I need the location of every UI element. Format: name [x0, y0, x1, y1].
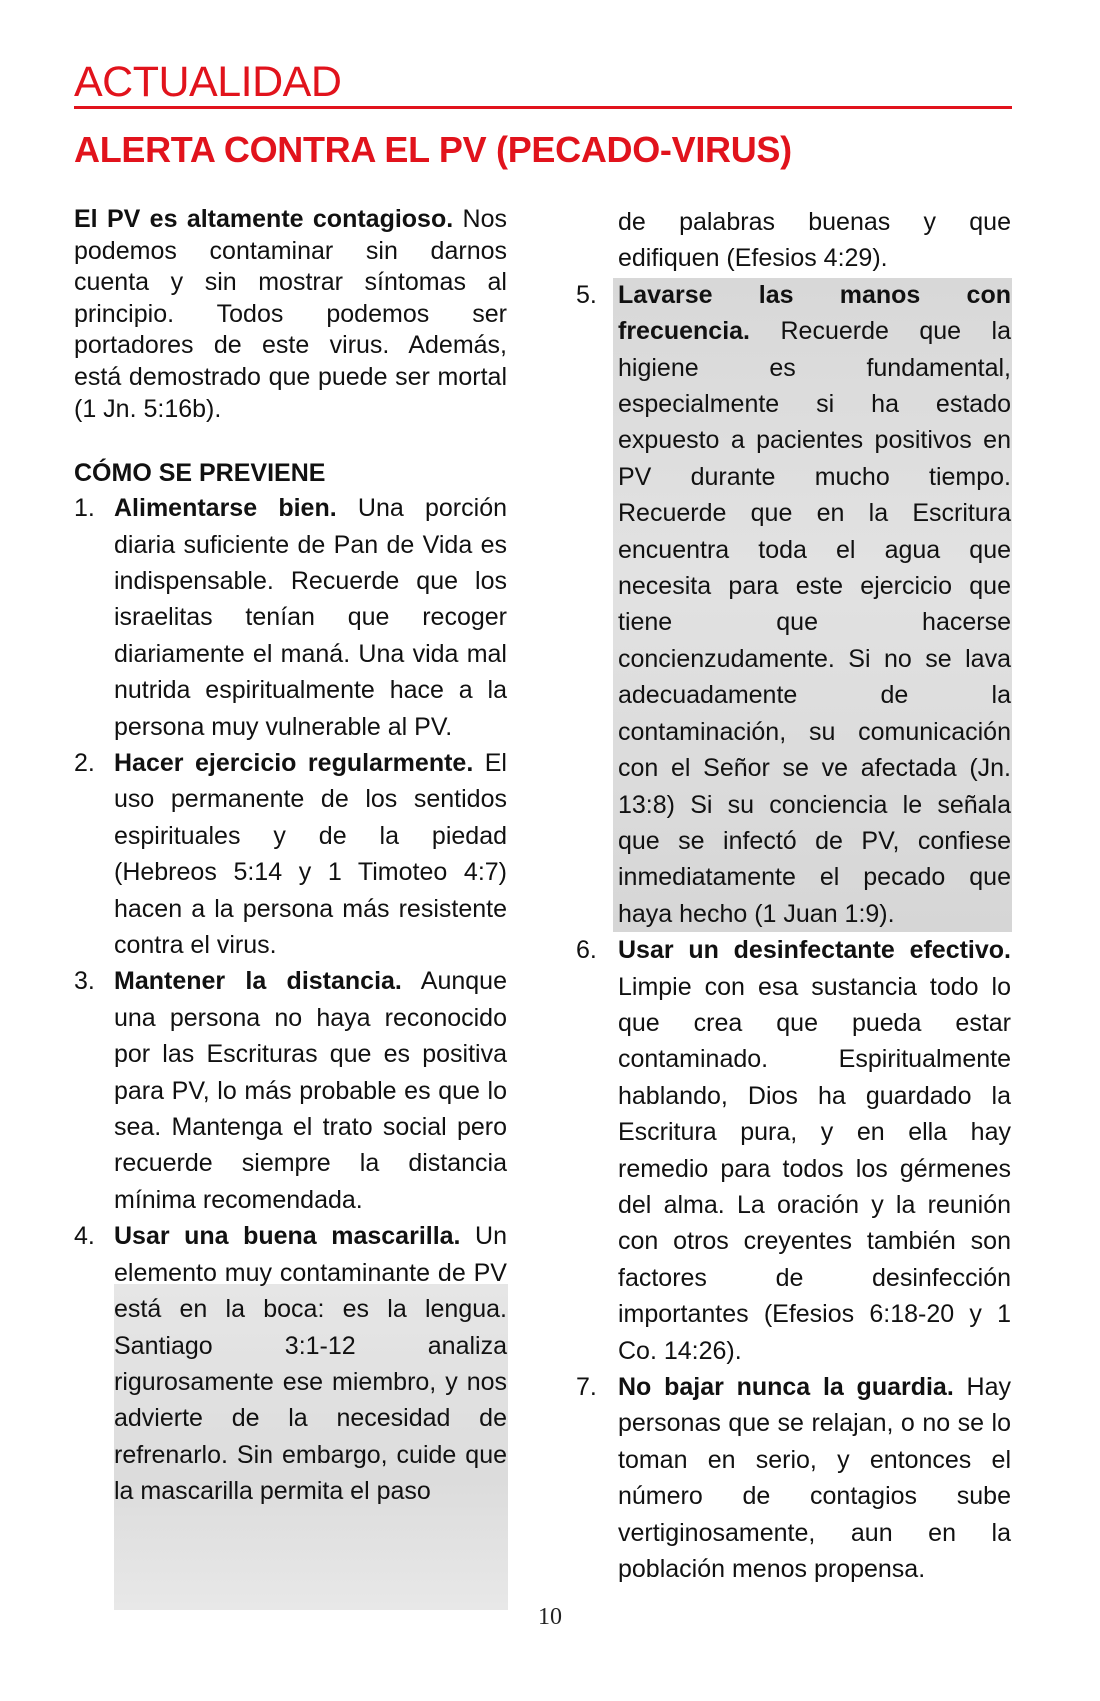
list-item-number: 3.	[74, 967, 95, 996]
left-column	[74, 204, 507, 1510]
right-column	[576, 204, 1011, 1587]
list-item-heading: Mantener la distancia.	[114, 967, 402, 996]
list-item-text: Hay personas que se relajan, o no se lo toman en serio, y entonces el número de contagios sube vertiginosamente, aun en la población menos propensa.	[618, 1373, 1012, 1584]
list-item	[74, 490, 507, 745]
list-item-text: Recuerde que la higiene es fundamental, especialmente si ha estado expuesto a pacientes positivos en PV durante mucho tiempo. Recuerde que en la Escritura encuentra toda el agua que necesita para este ejercicio que tiene que hacerse concienzudamente. Si no se lava adecuadamente de la contaminación, su comunicación con el Señor se ve afectada (Jn. 13:8) Si su conciencia le señala que se infectó de PV, confiese inmediatamente el pecado que haya hecho (1 Juan 1:9).	[618, 317, 1011, 928]
continuation-text: de palabras buenas y que edifiquen (Efesios 4:29).	[618, 208, 1011, 273]
list-item	[74, 1218, 507, 1509]
list-item-heading: Usar un desinfectante efectivo.	[618, 936, 1011, 965]
list-item-number: 7.	[576, 1373, 597, 1401]
page-number: 10	[538, 1604, 562, 1630]
list-item	[576, 932, 1011, 1369]
list-item-heading: No bajar nunca la guardia.	[618, 1373, 954, 1401]
list-item-text: Limpie con esa sustancia todo lo que crea que pueda estar contaminado. Espiritualmente hablando, Dios ha guardado la Escritura pura, y en ella hay remedio para todos los gérmenes del alma. La oración y la reunión con otros creyentes también son factores de desinfección importantes (Efesios 6:18-20 y 1 Co. 14:26).	[618, 972, 1011, 1365]
section-label: ACTUALIDAD	[74, 58, 1012, 109]
list-item-heading: Alimentarse bien.	[114, 494, 337, 523]
list-item-number: 2.	[74, 749, 95, 777]
article-title: ALERTA CONTRA EL PV (PECADO-VIRUS)	[74, 129, 792, 170]
list-item-number: 6.	[576, 936, 597, 965]
prevention-list-left	[74, 490, 507, 1509]
list-item-number: 1.	[74, 494, 95, 523]
list-item	[576, 1369, 1011, 1587]
list-item-number: 4.	[74, 1222, 95, 1251]
list-item-heading: Lavarse las manos con frecuencia.	[618, 280, 1011, 346]
intro-text: Nos podemos contaminar sin darnos cuenta y sin mostrar síntomas al principio. Todos podemos ser portadores de este virus. Además, está demostrado que puede ser mortal (1 Jn. 5:16b).	[74, 205, 507, 423]
list-item	[576, 277, 1011, 932]
section-subheading: CÓMO SE PREVIENE	[74, 459, 326, 488]
list-item-text: Aunque una persona no haya reconocido por las Escrituras que es positiva para PV, lo más probable es que lo sea. Mantenga el trato social pero recuerde siempre la distancia mínima recomendada.	[114, 967, 507, 1214]
prevention-list-right	[576, 277, 1011, 1588]
list-item-text: El uso permanente de los sentidos espirituales y de la piedad (Hebreos 5:14 y 1 Timoteo 4:7) hacen a la persona más resistente contra el virus.	[114, 749, 507, 960]
list-item-text: Un elemento muy contaminante de PV está en la boca: es la lengua. Santiago 3:1-12 analiza rigurosamente ese miembro, y nos advierte de la necesidad de refrenarlo. Sin embargo, cuide que la mascarilla permita el paso	[114, 1222, 508, 1506]
intro-paragraph	[74, 204, 507, 425]
intro-bold: El PV es altamente contagioso.	[74, 205, 454, 233]
list-item-text: Una porción diaria suficiente de Pan de Vida es indispensable. Recuerde que los israelitas tenían que recoger diariamente el maná. Una vida mal nutrida espiritualmente hace a la persona muy vulnerable al PV.	[114, 494, 507, 741]
list-item-heading: Usar una buena mascarilla.	[114, 1222, 461, 1251]
list-item-number: 5.	[576, 280, 597, 309]
list-item-heading: Hacer ejercicio regularmente.	[114, 749, 474, 777]
list-item	[74, 963, 507, 1218]
list-item	[74, 745, 507, 963]
